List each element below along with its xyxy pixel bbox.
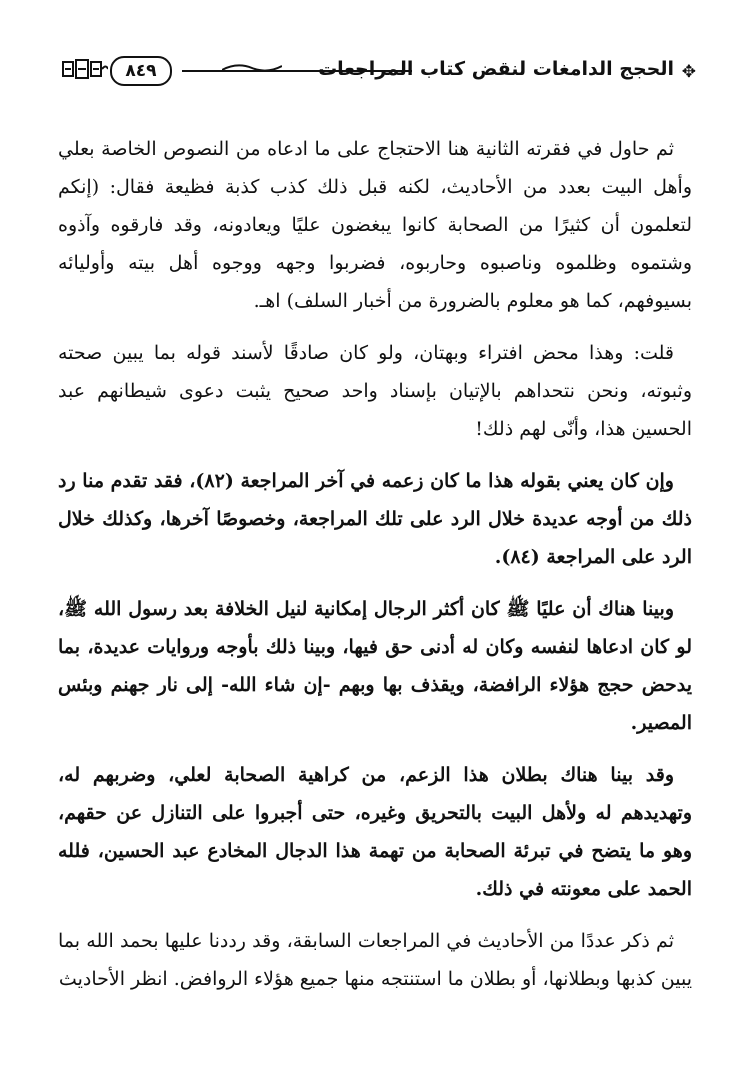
body-text bbox=[58, 130, 692, 1012]
paragraph-2: قلت: وهذا محض افتراء وبهتان، ولو كان صادقًا لأسند قوله بما يبين صحته وثبوته، ونحن نتحداهم بالإتيان بإسناد واحد صحيح يثبت دعوى شيطانهم عبد الحسين هذا، وأنّى لهم ذلك! bbox=[58, 342, 692, 440]
paragraph-5: وقد بينا هناك بطلان هذا الزعم، من كراهية الصحابة لعلي، وضربهم له، وتهديدهم له ولأهل البيت بالتحريق وغيره، حتى أجبروا على التنازل عن حقهم، وهو ما يتضح في تبرئة الصحابة من تهمة هذا الدجال المخادع عبد الحسين، فلله الحمد على معونته في ذلك. bbox=[58, 764, 692, 900]
paragraph-3: وإن كان يعني بقوله هذا ما كان زعمه في آخر المراجعة (٨٢)، فقد تقدم منا رد ذلك من أوجه عديدة خلال الرد على تلك المراجعة، وخصوصًا آخرها، وكذلك خلال الرد على المراجعة (٨٤). bbox=[58, 470, 692, 568]
swash-ornament-icon bbox=[222, 62, 282, 72]
page-number-badge: ٨٤٩ bbox=[110, 56, 172, 86]
ornament-right-icon: ✥ bbox=[681, 62, 696, 82]
paragraph-4: وبينا هناك أن عليًا ﷺ كان أكثر الرجال إمكانية لنيل الخلافة بعد رسول الله ﷺ، لو كان ادعاها لنفسه وكان له أدنى حق فيها، وبينا ذلك بأوجه وروايات عديدة، بما يدحض حجج هؤلاء الرافضة، ويقذف بها وبهم -إن شاء الله- إلى نار جهنم وبئس المصير. bbox=[58, 598, 692, 734]
paragraph-6: ثم ذكر عددًا من الأحاديث في المراجعات السابقة، وقد رددنا عليها بحمد الله بما يبين كذبها وبطلانها، أو بطلان ما استنتجه منها جميع هؤلاء الروافض. انظر الأحاديث bbox=[58, 930, 692, 990]
page-header bbox=[62, 52, 696, 96]
ornament-left-icon bbox=[62, 58, 108, 80]
running-title: الحجج الدامغات لنقض كتاب المراجعات bbox=[318, 58, 674, 80]
paragraph-1: ثم حاول في فقرته الثانية هنا الاحتجاج على ما ادعاه من النصوص الخاصة بعلي وأهل البيت بعدد من الأحاديث، لكنه قبل ذلك كذب كذبة فظيعة فقال: (إنكم لتعلمون أن كثيرًا من الصحابة كانوا يبغضون عليًا ويعادونه، وقد فارقوه وآذوه وشتموه وظلموه وناصبوه وحاربوه، فضربوا وجهه ووجوه أهل بيته وأوليائه بسيوفهم، كما هو معلوم بالضرورة من أخبار السلف) اهـ. bbox=[58, 138, 692, 312]
